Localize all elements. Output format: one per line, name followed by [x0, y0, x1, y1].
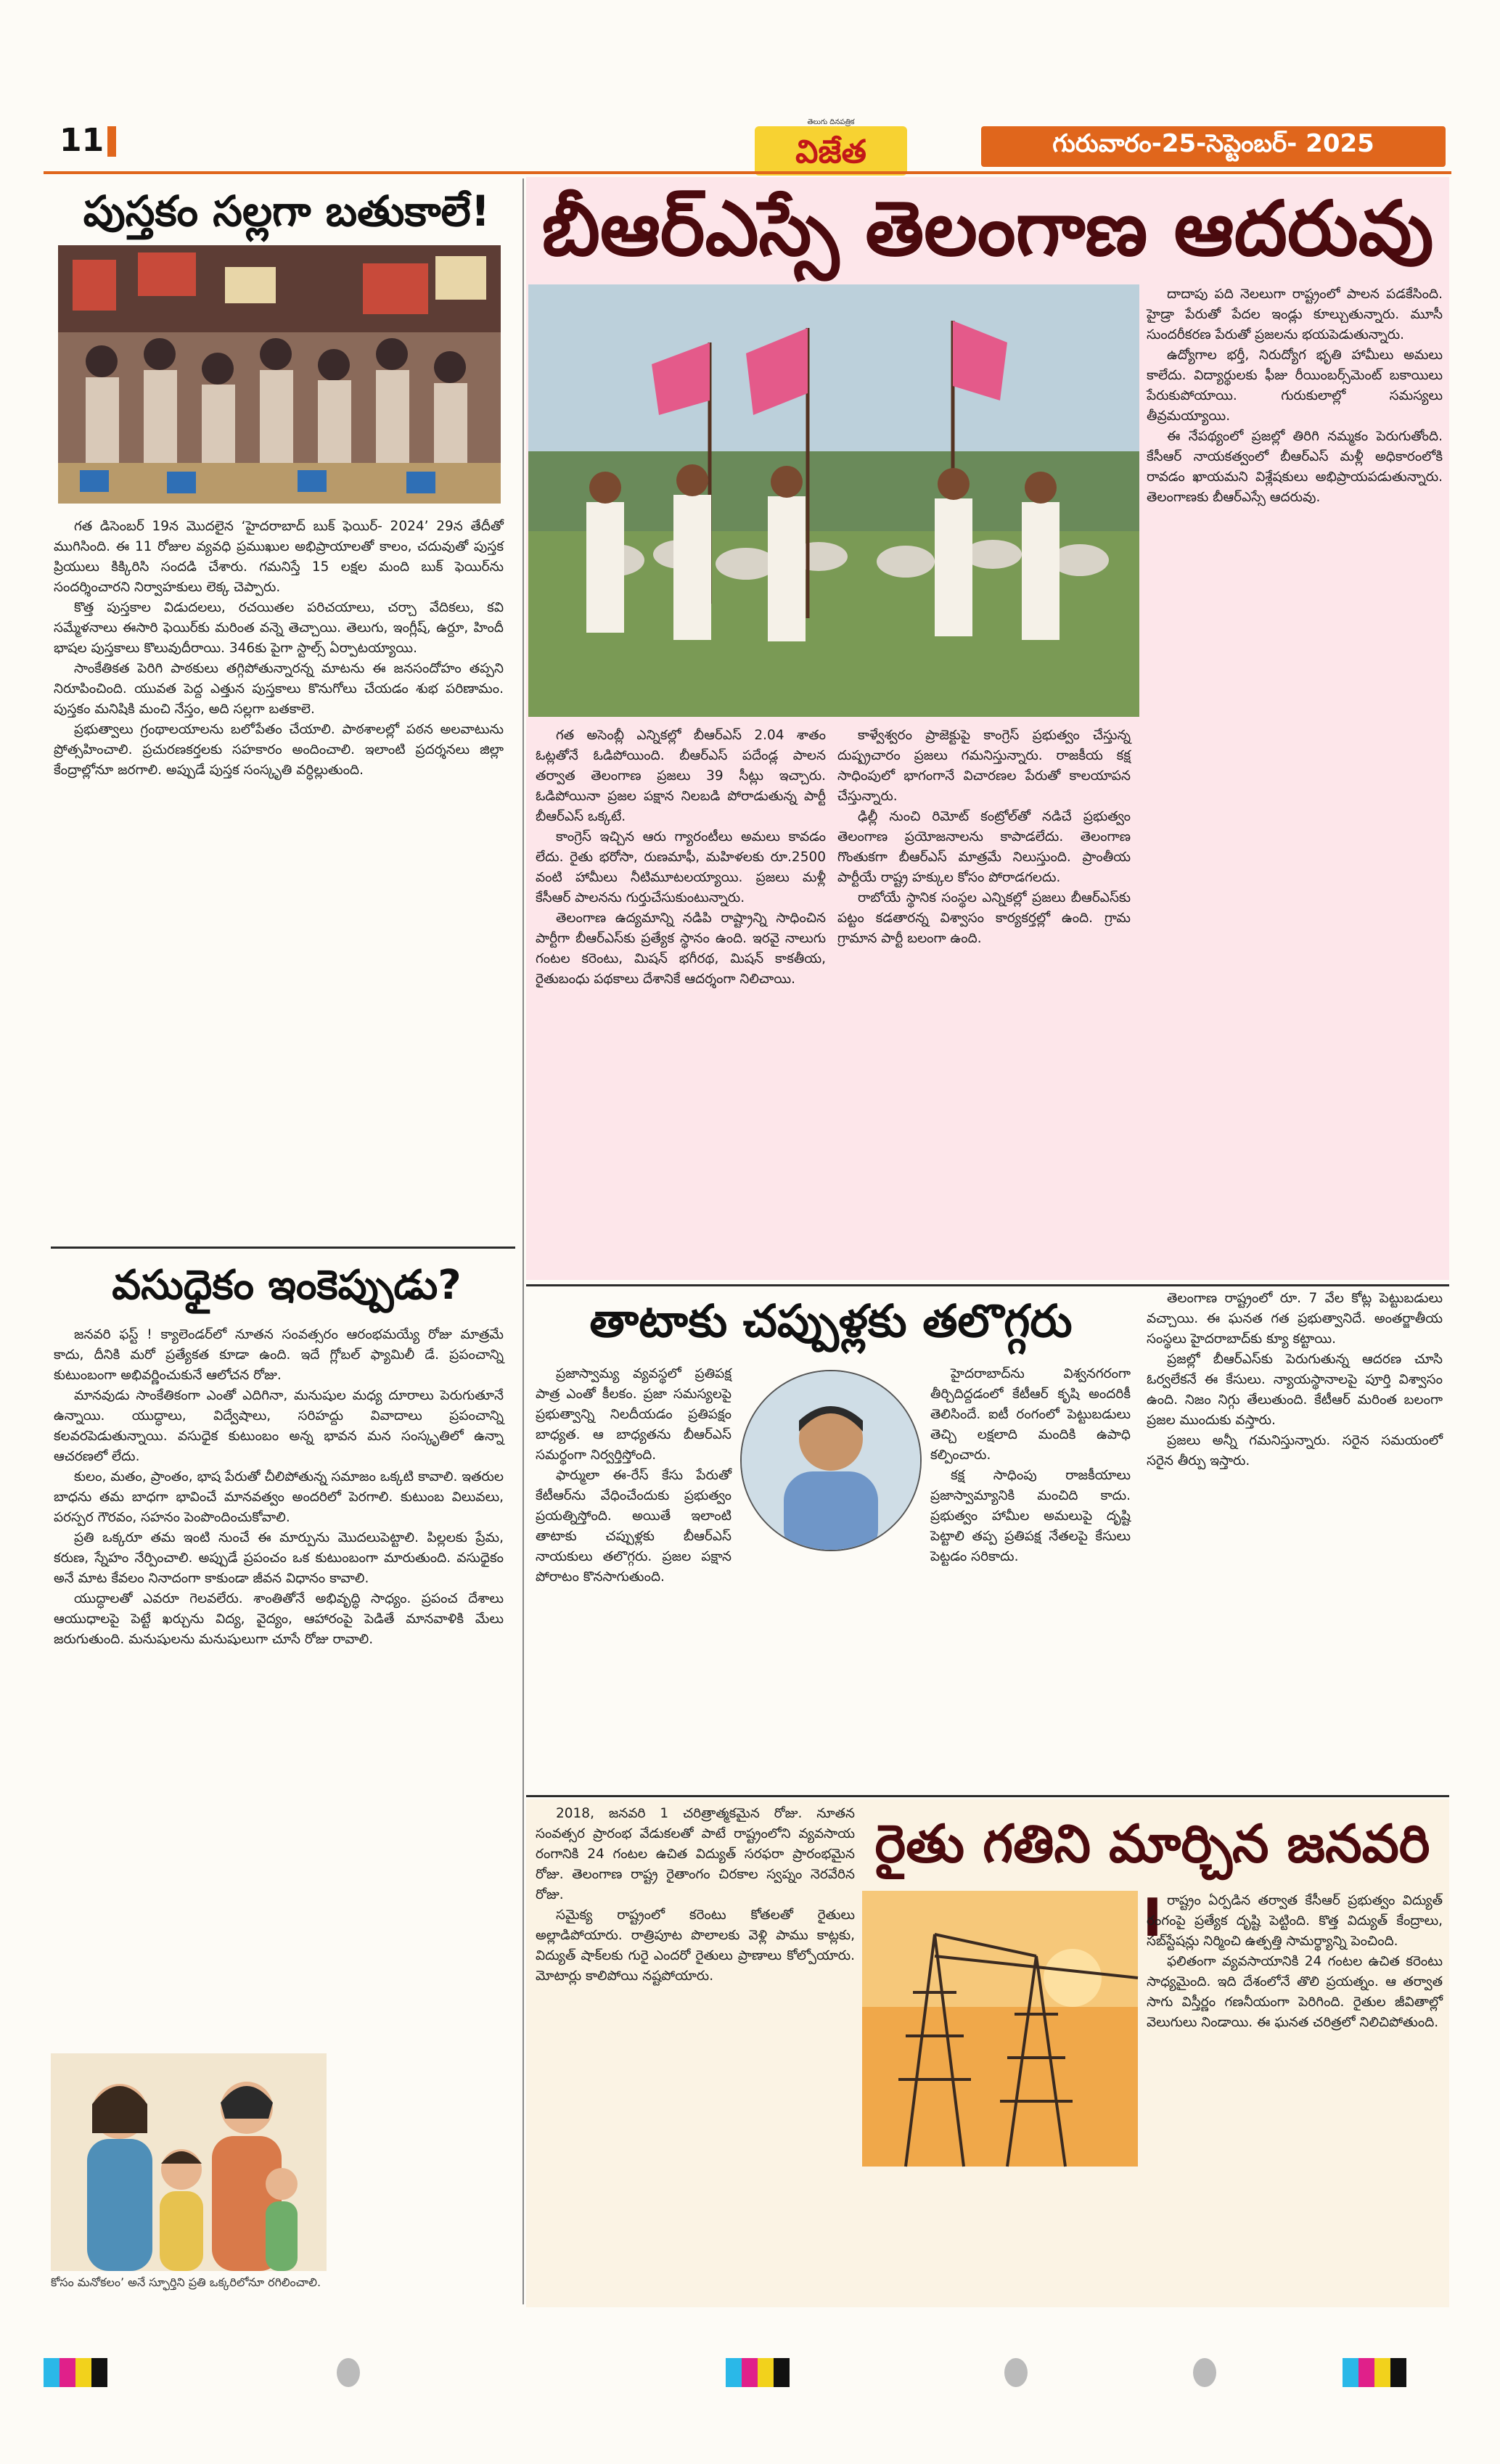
- vasudhaika-para: కులం, మతం, ప్రాంతం, భాష పేరుతో చీలిపోతున్న సమాజం ఒక్కటి కావాలి. ఇతరుల బాధను తమ బాధగా భావించే మానవత్వం అందరిలో పెరగాలి. కుటుంబ విలువలు, పరస్పర గౌరవం, సహనం పెంపొందించుకోవాలి.: [54, 1469, 504, 1525]
- books-para: కొత్త పుస్తకాల విడుదలలు, రచయితల పరిచయాలు, చర్చా వేదికలు, కవి సమ్మేళనాలు ఈసారి ఫెయిర్‌కు మరింత వన్నె తెచ్చాయి. తెలుగు, ఇంగ్లీష్, ఉర్దూ, హిందీ భాషల పుస్తకాలు కొలువుదీరాయి. 346కు పైగా స్టాల్స్ ఏర్పాటయ్యాయి.: [54, 600, 504, 656]
- date-bar: గురువారం-25-సెప్టెంబర్- 2025: [981, 126, 1446, 167]
- brs-para: కాళ్వేశ్వరం ప్రాజెక్టుపై కాంగ్రెస్ ప్రభుత్వం చేస్తున్న దుష్ప్రచారం ప్రజలు గమనిస్తున్నారు. రాజకీయ కక్ష సాధింపులో భాగంగానే విచారణల పేరుతో కాలయాపన చేస్తున్నారు.: [837, 728, 1131, 804]
- brs-photo: [528, 284, 1139, 717]
- vasudhaika-headline: వసుధైకం ఇంకెప్పుడు?: [112, 1262, 462, 1309]
- brs-para: గత అసెంబ్లీ ఎన్నికల్లో బీఆర్ఎస్ 2.04 శాతం ఓట్లతోనే ఓడిపోయింది. బీఆర్ఎస్ పదేండ్ల పాలన తర్వాత తెలంగాణ ప్రజలు 39 సీట్లు ఇచ్చారు. ఓడిపోయినా ప్రజల పక్షాన నిలబడి పోరాడుతున్న పార్టీ బీఆర్ఎస్ ఒక్కటే.: [536, 728, 826, 824]
- vasudhaika-body: [54, 1325, 504, 2050]
- brs-col2: [837, 726, 1131, 1271]
- masthead: [755, 116, 907, 176]
- page-number-bar: [107, 126, 116, 157]
- masthead-tag: తెలుగు దినపత్రిక: [807, 118, 855, 126]
- brs-para: ఢిల్లీ నుంచి రిమోట్ కంట్రోల్‌తో నడిచే ప్రభుత్వం తెలంగాణ ప్రయోజనాలను కాపాడలేదు. తెలంగాణ గొంతుకగా బీఆర్ఎస్ మాత్రమే నిలుస్తుంది. ప్రాంతీయ పార్టీయే రాష్ట్ర హక్కుల కోసం పోరాడగలదు.: [837, 809, 1131, 885]
- raithu-para: సమైక్య రాష్ట్రంలో కరెంటు కోతలతో రైతులు అల్లాడిపోయారు. రాత్రిపూట పొలాలకు వెళ్లి పాము కాట్లకు, విద్యుత్ షాక్‌లకు గురై ఎందరో రైతులు ప్రాణాలు కోల్పోయారు. మోటార్లు కాలిపోయి నష్టపోయారు.: [536, 1907, 855, 1984]
- tataku-headline: తాటాకు చప్పుళ్లకు తలొగ్గరు: [589, 1294, 1073, 1347]
- header-rule: [44, 171, 1451, 174]
- mid-section-rule: [526, 1284, 1449, 1286]
- color-registration-strip: [44, 2351, 1451, 2394]
- tataku-para: ప్రజలు అన్నీ గమనిస్తున్నారు. సరైన సమయంలో సరైన తీర్పు ఇస్తారు.: [1147, 1433, 1443, 1469]
- family-illustration-caption: కోసం మనోకలం’ అనే స్ఫూర్తిని ప్రతి ఒక్కరిలోనూ రగిలించాలి.: [51, 2275, 321, 2289]
- tataku-para: తెలంగాణ రాష్ట్రంలో రూ. 7 వేల కోట్ల పెట్టుబడులు వచ్చాయి. ఈ ఘనత గత ప్రభుత్వానిదే. అంతర్జాతీయ సంస్థలు హైదరాబాద్‌కు క్యూ కట్టాయి.: [1147, 1291, 1443, 1347]
- raithu-para: ఫలితంగా వ్యవసాయానికి 24 గంటల ఉచిత కరెంటు సాధ్యమైంది. ఇది దేశంలోనే తొలి ప్రయత్నం. ఆ తర్వాత సాగు విస్తీర్ణం గణనీయంగా పెరిగింది. రైతుల జీవితాల్లో వెలుగులు నిండాయి. ఈ ఘనత చరిత్రలో నిలిచిపోతుంది.: [1147, 1954, 1443, 2030]
- raithu-col2: [1147, 1891, 1443, 2304]
- brs-para: తెలంగాణ ఉద్యమాన్ని నడిపి రాష్ట్రాన్ని సాధించిన పార్టీగా బీఆర్ఎస్‌కు ప్రత్యేక స్థానం ఉంది. ఇరవై నాలుగు గంటల కరెంటు, మిషన్ భగీరథ, మిషన్ కాకతీయ, రైతుబంధు పథకాలు దేశానికే ఆదర్శంగా నిలిచాయి.: [536, 911, 826, 987]
- masthead-title: విజేత: [795, 134, 866, 171]
- vasudhaika-para: ప్రతి ఒక్కరూ తమ ఇంటి నుంచే ఈ మార్పును మొదలుపెట్టాలి. పిల్లలకు ప్రేమ, కరుణ, స్నేహం నేర్పించాలి. అప్పుడే ప్రపంచం ఒక కుటుంబంగా మారుతుంది. వసుధైకం అనే మాట కేవలం నినాదంగా కాకుండా జీవన విధానం కావాలి.: [54, 1530, 504, 1586]
- books-para: ప్రభుత్వాలు గ్రంథాలయాలను బలోపేతం చేయాలి. పాఠశాలల్లో పఠన అలవాటును ప్రోత్సహించాలి. ప్రచురణకర్తలకు సహకారం అందించాలి. ఇలాంటి ప్రదర్శనలు జిల్లా కేంద్రాల్లోనూ జరగాలి. అప్పుడే పుస్తక సంస్కృతి వర్ధిల్లుతుంది.: [54, 722, 504, 778]
- tataku-photo: [740, 1370, 922, 1551]
- raithu-para: 2018, జనవరి 1 చరిత్రాత్మకమైన రోజు. నూతన సంవత్సర ప్రారంభ వేడుకలతో పాటే రాష్ట్రంలోని వ్యవసాయ రంగానికి 24 గంటల ఉచిత విద్యుత్ సరఫరా ప్రారంభమైన రోజు. తెలంగాణ రాష్ట్ర రైతాంగం చిరకాల స్వప్నం నెరవేరిన రోజు.: [536, 1806, 855, 1902]
- masthead-logo: [755, 116, 907, 176]
- tataku-para: ప్రజాస్వామ్య వ్యవస్థలో ప్రతిపక్ష పాత్ర ఎంతో కీలకం. ప్రజా సమస్యలపై ప్రభుత్వాన్ని నిలదీయడం ప్రతిపక్షం బాధ్యత. ఆ బాధ్యతను బీఆర్ఎస్ సమర్థంగా నిర్వర్తిస్తోంది.: [536, 1366, 731, 1463]
- brs-para: కాంగ్రెస్ ఇచ్చిన ఆరు గ్యారంటీలు అమలు కావడం లేదు. రైతు భరోసా, రుణమాఫీ, మహిళలకు రూ.2500 వంటి హామీలు నీటిమూటలయ్యాయి. ప్రజలు మళ్లీ కేసీఆర్ పాలనను గుర్తుచేసుకుంటున్నారు.: [536, 829, 826, 905]
- brs-para: ఉద్యోగాల భర్తీ, నిరుద్యోగ భృతి హామీలు అమలు కాలేదు. విద్యార్థులకు ఫీజు రీయింబర్స్‌మెంట్ బకాయిలు పేరుకుపోయాయి. గురుకులాల్లో సమస్యలు తీవ్రమయ్యాయి.: [1147, 348, 1443, 424]
- tataku-col3: [1147, 1289, 1443, 1789]
- brs-para: ఈ నేపథ్యంలో ప్రజల్లో తిరిగి నమ్మకం పెరుగుతోంది. కేసీఆర్ నాయకత్వంలో బీఆర్ఎస్ మళ్లీ అధికారంలోకి రావడం ఖాయమని విశ్లేషకులు అభిప్రాయపడుతున్నారు. తెలంగాణకు బీఆర్ఎస్సే ఆదరువు.: [1147, 429, 1443, 505]
- brs-col3: [1147, 284, 1443, 1273]
- tataku-col2: [930, 1364, 1131, 1785]
- brs-para: దాదాపు పది నెలలుగా రాష్ట్రంలో పాలన పడకేసింది. హైడ్రా పేరుతో పేదల ఇండ్లు కూల్చుతున్నారు. మూసీ సుందరీకరణ పేరుతో ప్రజలను భయపెడుతున్నారు.: [1147, 287, 1443, 342]
- left-section-rule: [51, 1247, 515, 1249]
- vasudhaika-para: మానవుడు సాంకేతికంగా ఎంతో ఎదిగినా, మనుషుల మధ్య దూరాలు పెరుగుతూనే ఉన్నాయి. యుద్ధాలు, విద్వేషాలు, సరిహద్దు వివాదాలు ప్రపంచాన్ని కలవరపెడుతున్నాయి. వసుధైక కుటుంబం అన్న భావన మన సంస్కృతిలో ఉన్నా ఆచరణలో లేదు.: [54, 1388, 504, 1464]
- books-para: సాంకేతికత పెరిగి పాఠకులు తగ్గిపోతున్నారన్న మాటను ఈ జనసందోహం తప్పని నిరూపించింది. యువత పెద్ద ఎత్తున పుస్తకాలు కొనుగోలు చేయడం శుభ పరిణామం. పుస్తకం మనిషికి మంచి నేస్తం, అది సల్లగా బతకాలె.: [54, 661, 504, 717]
- brs-para: రాబోయే స్థానిక సంస్థల ఎన్నికల్లో ప్రజలు బీఆర్ఎస్‌కు పట్టం కడతారన్న విశ్వాసం కార్యకర్తల్లో ఉంది. గ్రామ గ్రామాన పార్టీ బలంగా ఉంది.: [837, 890, 1131, 946]
- books-para: గత డిసెంబర్ 19న మొదలైన ‘హైదరాబాద్ బుక్ ఫెయిర్- 2024’ 29న తేదీతో ముగిసింది. ఈ 11 రోజుల వ్యవధి ప్రముఖుల అభిప్రాయాలతో కాలం, చదువుతో పుస్తక ప్రియులు కిక్కిరిసి సందడి చేశారు. గమనిస్తే 15 లక్షల మంది బుక్ ఫెయిర్‌ను సందర్శించారని నిర్వాహకులు లెక్క చెప్పారు.: [54, 519, 504, 595]
- page-number: 11: [60, 122, 104, 159]
- tataku-col1: [536, 1364, 731, 1785]
- vasudhaika-para: జనవరి ఫస్ట్ ! క్యాలెండర్‌లో నూతన సంవత్సరం ఆరంభమయ్యే రోజు మాత్రమే కాదు, దీనికి మరో ప్రత్యేకత కూడా ఉంది. ఇదే గ్లోబల్ ఫ్యామిలీ డే. ప్రపంచాన్ని కుటుంబంగా అభివర్ణించుకునే ఆలోచన రోజు.: [54, 1327, 504, 1383]
- registration-group-right: [1343, 2358, 1406, 2387]
- family-illustration: [51, 2053, 327, 2271]
- raithu-photo: [862, 1891, 1138, 2167]
- raithu-headline: రైతు గతిని మార్చిన జనవరి I: [874, 1813, 1430, 1948]
- books-headline: పుస్తకం సల్లగా బతుకాలే!: [83, 186, 491, 236]
- books-body: [54, 517, 504, 1242]
- vasudhaika-para: యుద్ధాలతో ఎవరూ గెలవలేరు. శాంతితోనే అభివృద్ధి సాధ్యం. ప్రపంచ దేశాలు ఆయుధాలపై పెట్టే ఖర్చును విద్య, వైద్యం, ఆహారంపై పెడితే మానవాళికి మేలు జరుగుతుంది. మనుషులను మనుషులుగా చూసే రోజు రావాలి.: [54, 1591, 504, 1647]
- left-column-divider: [522, 178, 524, 2304]
- tataku-para: కక్ష సాధింపు రాజకీయాలు ప్రజాస్వామ్యానికి మంచిది కాదు. ప్రభుత్వం హామీల అమలుపై దృష్టి పెట్టాలి తప్ప ప్రతిపక్ష నేతలపై కేసులు పెట్టడం సరికాదు.: [930, 1468, 1131, 1564]
- tataku-para: ఫార్ములా ఈ-రేస్ కేసు పేరుతో కేటీఆర్‌ను వేధించేందుకు ప్రభుత్వం ప్రయత్నిస్తోంది. అయితే ఇలాంటి తాటాకు చప్పుళ్లకు బీఆర్ఎస్ నాయకులు తలొగ్గరు. ప్రజల పక్షాన పోరాటం కొనసాగుతుంది.: [536, 1468, 731, 1585]
- registration-group-left: [44, 2358, 107, 2387]
- books-photo: [58, 245, 501, 504]
- raithu-col1: [536, 1804, 855, 2304]
- brs-headline: బీఆర్ఎస్సే తెలంగాణ ఆదరువు: [541, 184, 1434, 273]
- tataku-para: ప్రజల్లో బీఆర్ఎస్‌కు పెరుగుతున్న ఆదరణ చూసి ఓర్వలేకనే ఈ కేసులు. న్యాయస్థానాలపై పూర్తి విశ్వాసం ఉంది. నిజం నిగ్గు తేలుతుంది. కేటీఆర్ మరింత బలంగా ప్రజల ముందుకు వస్తారు.: [1147, 1352, 1443, 1428]
- raithu-para: రాష్ట్రం ఏర్పడిన తర్వాత కేసీఆర్ ప్రభుత్వం విద్యుత్ రంగంపై ప్రత్యేక దృష్టి పెట్టింది. కొత్త విద్యుత్ కేంద్రాలు, సబ్‌స్టేషన్లు నిర్మించి ఉత్పత్తి సామర్థ్యాన్ని పెంచింది.: [1147, 1893, 1443, 1949]
- registration-group-mid: [726, 2358, 790, 2387]
- lower-section-rule: [526, 1795, 1449, 1797]
- brs-col1: [536, 726, 826, 1271]
- tataku-para: హైదరాబాద్‌ను విశ్వనగరంగా తీర్చిదిద్దడంలో కేటీఆర్ కృషి అందరికీ తెలిసిందే. ఐటీ రంగంలో పెట్టుబడులు తెచ్చి లక్షలాది మందికి ఉపాధి కల్పించారు.: [930, 1366, 1131, 1463]
